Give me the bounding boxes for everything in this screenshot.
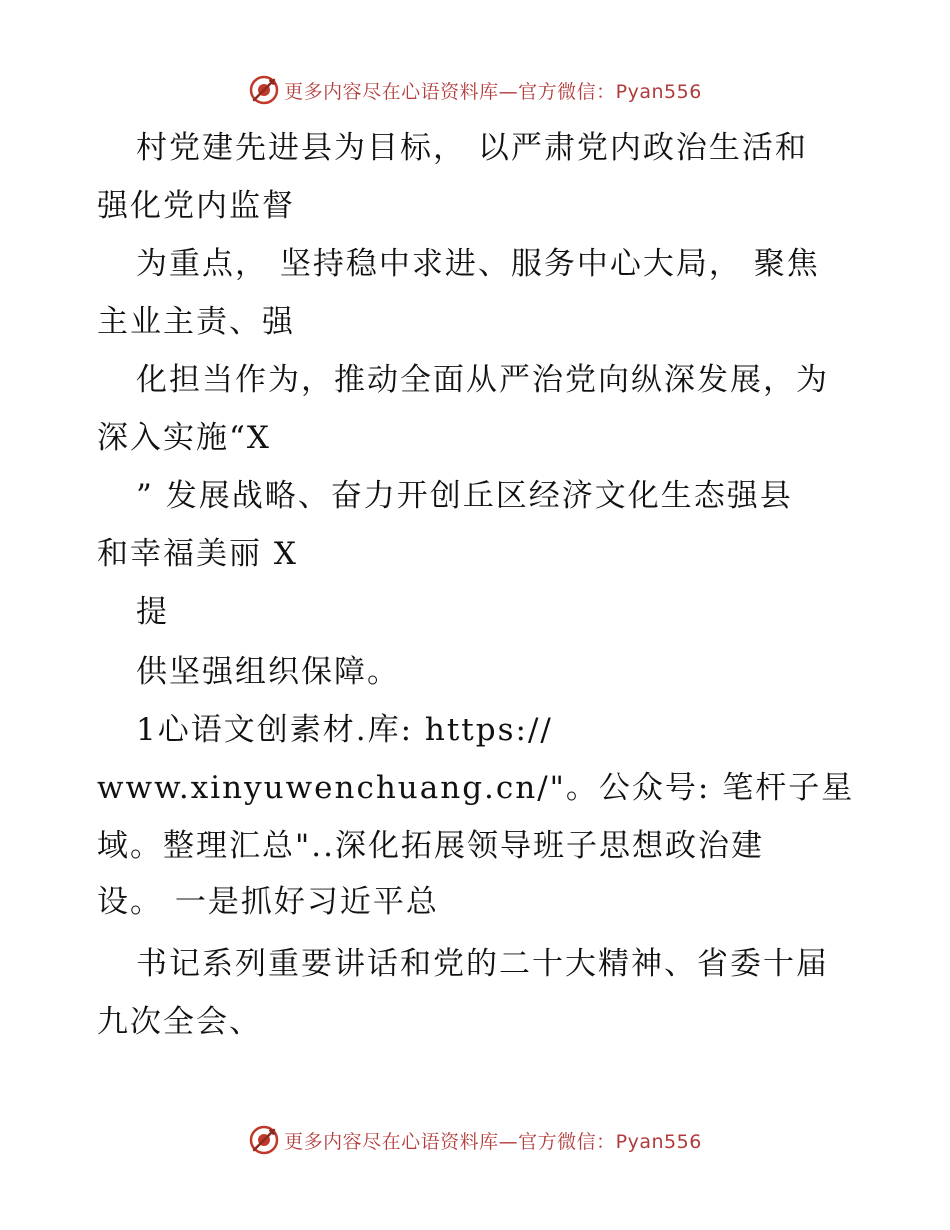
text-line: 化担当作为，推动全面从严治党向纵深发展，为 [136,362,829,398]
header-watermark [0,70,950,110]
text-line: 提 [136,594,169,630]
text-line: 主业主责、强 [97,304,295,340]
text-line: 设。 一是抓好习近平总 [97,884,439,920]
watermark-text: 更多内容尽在心语资料库—官方微信：Pyan556 [284,80,702,103]
text-line: 深入实施“X [97,420,271,456]
text-line: www.xinyuwenchuang.cn/"。公众号: 笔杆子星 [97,770,855,806]
logo-icon [248,74,280,106]
logo-icon [248,1124,280,1156]
text-line: 书记系列重要讲话和党的二十大精神、省委十届 [136,946,829,982]
text-line: ” 发展战略、奋力开创丘区经济文化生态强县 [136,478,793,514]
text-line: 村党建先进县为目标， 以严肃党内政治生活和 [136,130,808,166]
text-line: 供坚强组织保障。 [136,654,400,690]
footer-watermark [0,1120,950,1160]
text-line: 域。整理汇总"..深化拓展领导班子思想政治建 [97,828,764,864]
text-line: 九次全会、 [97,1004,262,1040]
text-line: 和幸福美丽 X [97,536,298,572]
watermark-text: 更多内容尽在心语资料库—官方微信：Pyan556 [284,1130,702,1153]
text-line: 为重点， 坚持稳中求进、服务中心大局， 聚焦 [136,246,820,282]
text-line: 1心语文创素材.库: https:// [136,712,553,748]
text-line: 强化党内监督 [97,188,295,224]
